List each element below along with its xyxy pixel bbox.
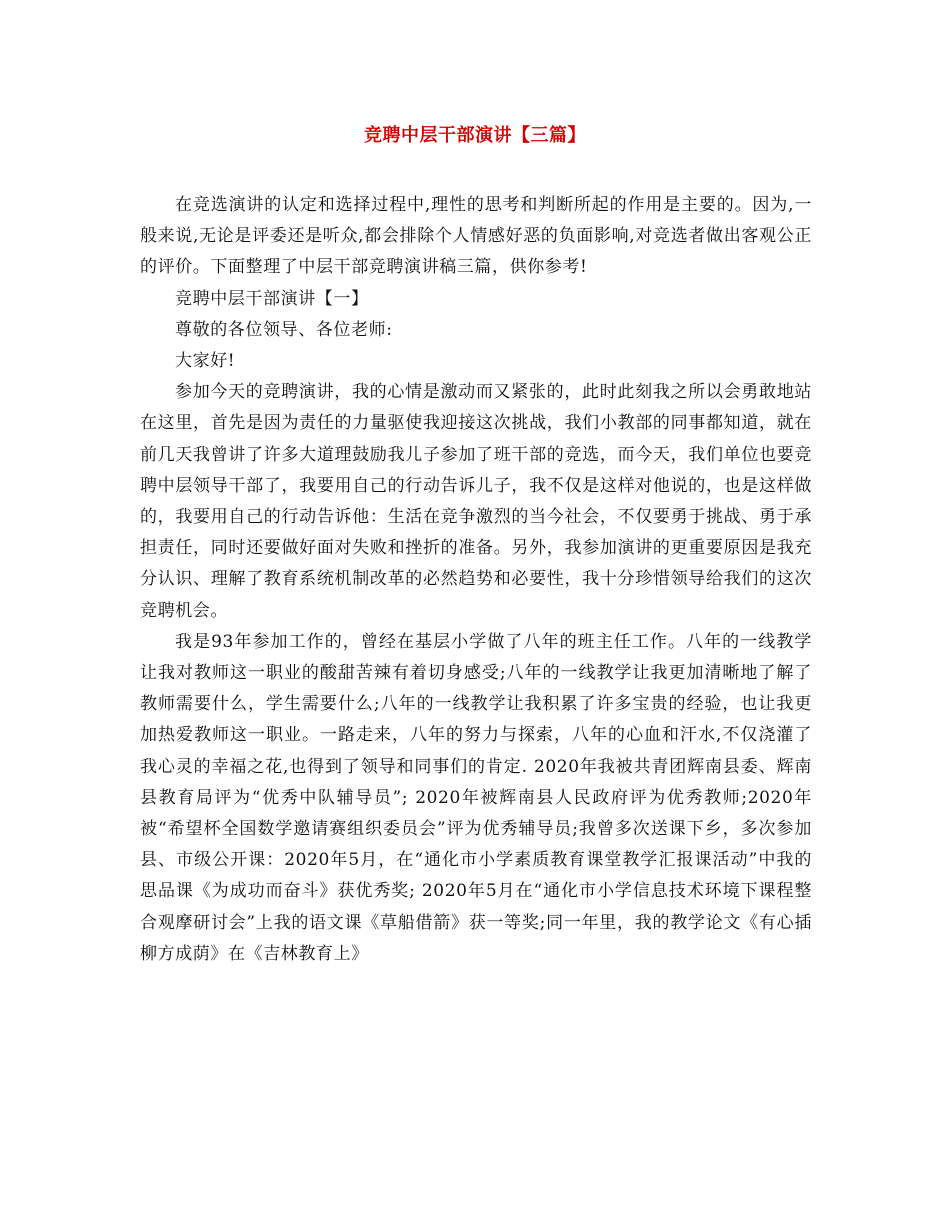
body-paragraph: 我是93年参加工作的，曾经在基层小学做了八年的班主任工作。八年的一线教学让我对教师这一职业的酸甜苦辣有着切身感受;八年的一线教学让我更加清晰地了解了教师需要什么，学生需要什么;八年的一线教学让我积累了许多宝贵的经验，也让我更加热爱教师这一职业。一路走来，八年的努力与探索，八年的心血和汗水,不仅浇灌了我心灵的幸福之花,也得到了领导和同事们的肯定. 2020年我被共青团辉南县委、辉南县教育局评为“优秀中队辅导员”; 2020年被辉南县人民政府评为优秀教师;2020年被“希望杯全国数学邀请赛组织委员会”评为优秀辅导员;我曾多次送课下乡，多次参加县、市级公开课：2020年5月，在“通化市小学素质教育课堂教学汇报课活动”中我的思品课《为成功而奋斗》获优秀奖; 2020年5月在“通化市小学信息技术环境下课程整合观摩研讨会”上我的语文课《草船借箭》获一等奖;同一年里，我的教学论文《有心插柳方成荫》在《吉林教育上》 bbox=[140, 631, 812, 964]
greeting: 大家好! bbox=[175, 351, 236, 372]
salutation: 尊敬的各位领导、各位老师: bbox=[175, 319, 393, 340]
intro-paragraph: 在竞选演讲的认定和选择过程中,理性的思考和判断所起的作用是主要的。因为,一般来说,无论是评委还是听众,都会排除个人情感好恶的负面影响,对竞选者做出客观公正的评价。下面整理了中层干部竞聘演讲稿三篇，供你参考! bbox=[140, 195, 812, 278]
body-paragraph: 参加今天的竞聘演讲，我的心情是激动而又紧张的，此时此刻我之所以会勇敢地站在这里，首先是因为责任的力量驱使我迎接这次挑战，我们小教部的同事都知道，就在前几天我曾讲了许多大道理鼓励我儿子参加了班干部的竞选，而今天，我们单位也要竞聘中层领导干部了，我要用自己的行动告诉儿子，我不仅是这样对他说的，也是这样做的，我要用自己的行动告诉他：生活在竞争激烈的当今社会，不仅要勇于挑战、勇于承担责任，同时还要做好面对失败和挫折的准备。另外，我参加演讲的更重要原因是我充分认识、理解了教育系统机制改革的必然趋势和必要性，我十分珍惜领导给我们的这次竞聘机会。 bbox=[140, 382, 812, 621]
document-title: 竞聘中层干部演讲【三篇】 bbox=[364, 125, 586, 146]
document-body bbox=[140, 190, 812, 970]
section-heading: 竞聘中层干部演讲【一】 bbox=[175, 288, 369, 309]
